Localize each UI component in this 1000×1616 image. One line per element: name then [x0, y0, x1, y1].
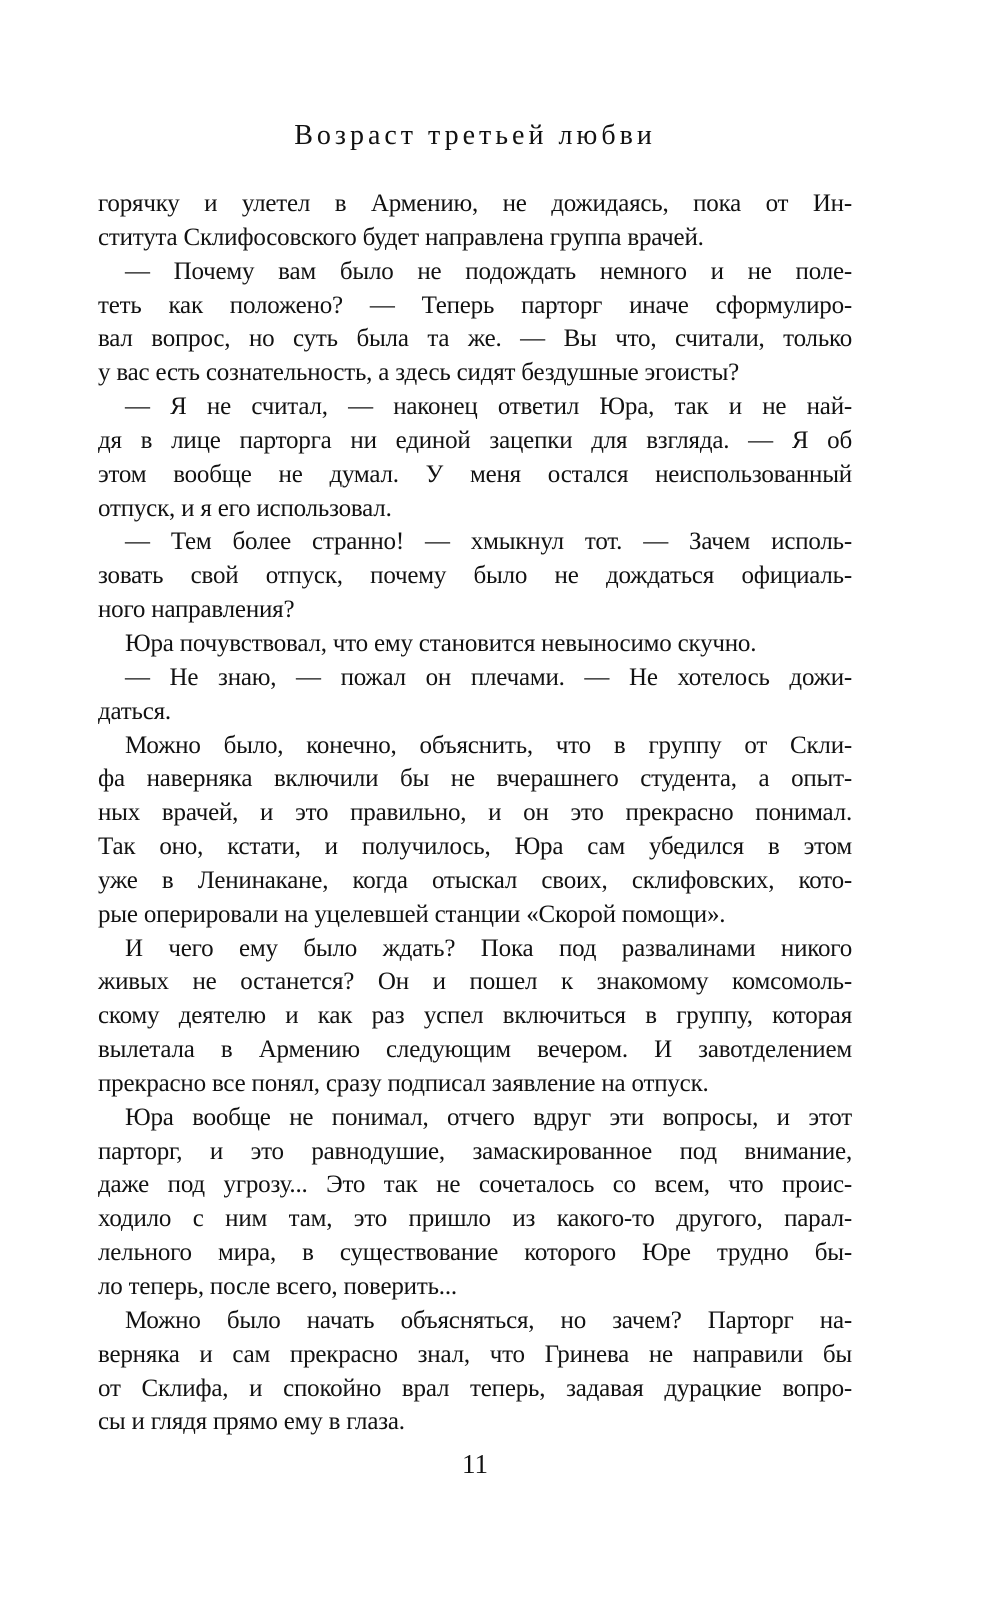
text-line: фа наверняка включили бы не вчерашнего студента, а опыт-	[98, 765, 852, 793]
text-line: Можно было начать объясняться, но зачем? Парторг на-	[125, 1306, 852, 1334]
text-line: верняка и сам прекрасно знал, что Гринева не направили бы	[98, 1340, 852, 1368]
text-line: Юра вообще не понимал, отчего вдруг эти вопросы, и этот	[125, 1103, 852, 1131]
text-line: — Не знаю, — пожал он плечами. — Не хотелось дожи-	[125, 663, 852, 691]
text-line: живых не останется? Он и пошел к знакомому комсомоль-	[98, 968, 852, 996]
text-line: у вас есть сознательность, а здесь сидят бездушные эгоисты?	[98, 359, 740, 387]
text-line: вылетала в Армению следующим вечером. И завотделением	[98, 1036, 852, 1064]
text-line: скому деятелю и как раз успел включиться в группу, которая	[98, 1002, 852, 1030]
text-line: даться.	[98, 697, 171, 725]
text-line: ного направления?	[98, 596, 295, 624]
text-line: — Почему вам было не подождать немного и не поле-	[125, 257, 852, 285]
text-line: рые оперировали на уцелевшей станции «Скорой помощи».	[98, 900, 726, 928]
text-line: этом вообще не думал. У меня остался неиспользованный	[98, 460, 852, 488]
text-line: теть как положено? — Теперь парторг иначе сформулиро-	[98, 291, 852, 319]
text-line: дя в лице парторга ни единой зацепки для взгляда. — Я об	[98, 426, 852, 454]
text-line: горячку и улетел в Армению, не дожидаясь, пока от Ин-	[98, 190, 852, 217]
text-line: Юра почувствовал, что ему становится невыносимо скучно.	[125, 629, 757, 657]
body-text-block	[98, 187, 852, 1439]
text-line: Так оно, кстати, и получилось, Юра сам убедился в этом	[98, 833, 852, 861]
text-line: вал вопрос, но суть была та же. — Вы что, считали, только	[98, 325, 852, 353]
text-line: отпуск, и я его использовал.	[98, 494, 392, 522]
text-line: зовать свой отпуск, почему было не дождаться официаль-	[98, 562, 852, 590]
text-line: ло теперь, после всего, поверить...	[98, 1273, 457, 1300]
page-number: 11	[462, 1449, 488, 1479]
text-line: ходило с ним там, это пришло из какого-то другого, парал-	[98, 1205, 852, 1233]
text-line: прекрасно все понял, сразу подписал заявление на отпуск.	[98, 1069, 709, 1097]
text-line: Можно было, конечно, объяснить, что в группу от Скли-	[125, 731, 852, 759]
text-line: И чего ему было ждать? Пока под развалинами никого	[125, 934, 852, 962]
text-line: даже под угрозу... Это так не сочеталось со всем, что проис-	[98, 1171, 852, 1199]
text-line: — Я не считал, — наконец ответил Юра, так и не най-	[125, 393, 852, 421]
text-line: парторг, и это равнодушие, замаскированное под внимание,	[98, 1137, 852, 1165]
text-line: от Склифа, и спокойно врал теперь, задавая дурацкие вопро-	[98, 1374, 852, 1402]
text-line: уже в Ленинакане, когда отыскал своих, склифовских, кото-	[98, 866, 852, 894]
text-line: ститута Склифосовского будет направлена группа врачей.	[98, 223, 704, 251]
text-line: — Тем более странно! — хмыкнул тот. — Зачем исполь-	[125, 528, 852, 556]
text-line: сы и глядя прямо ему в глаза.	[98, 1408, 405, 1436]
running-title: Возраст третьей любви	[294, 120, 656, 151]
text-line: ных врачей, и это правильно, и он это прекрасно понимал.	[98, 799, 852, 827]
text-line: лельного мира, в существование которого Юре трудно бы-	[98, 1239, 852, 1267]
